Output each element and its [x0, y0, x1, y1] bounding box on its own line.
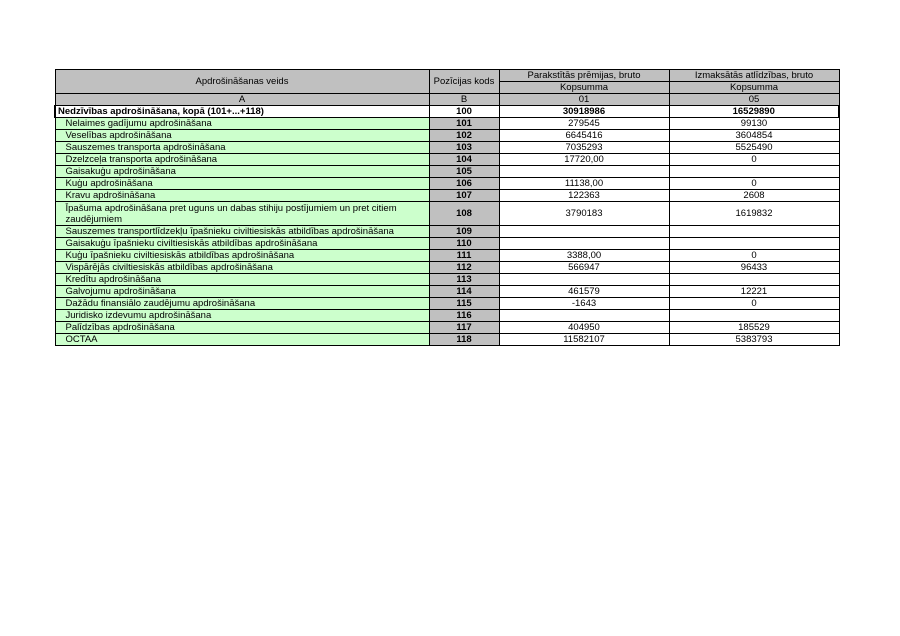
- row-name: Juridisko izdevumu apdrošināšana: [55, 310, 429, 322]
- row-name: Gaisakuģu īpašnieku civiltiesiskās atbildības apdrošināšana: [55, 238, 429, 250]
- row-premiums: 11582107: [499, 334, 669, 346]
- table-row: [55, 250, 839, 262]
- table-row: [55, 178, 839, 190]
- row-name: Vispārējās civiltiesiskās atbildības apdrošināšana: [55, 262, 429, 274]
- row-premiums: 404950: [499, 322, 669, 334]
- row-code: 109: [429, 226, 499, 238]
- row-claims: [669, 226, 839, 238]
- row-name: Veselības apdrošināšana: [55, 130, 429, 142]
- total-code: 100: [429, 106, 499, 118]
- row-claims: [669, 310, 839, 322]
- total-premiums: 30918986: [499, 106, 669, 118]
- row-premiums: [499, 226, 669, 238]
- row-claims: 99130: [669, 118, 839, 130]
- table-row: [55, 286, 839, 298]
- row-code: 113: [429, 274, 499, 286]
- row-name: Galvojumu apdrošināšana: [55, 286, 429, 298]
- row-code: 104: [429, 154, 499, 166]
- row-premiums: 6645416: [499, 130, 669, 142]
- index-a: A: [55, 94, 429, 106]
- row-claims: 2608: [669, 190, 839, 202]
- table-row: [55, 262, 839, 274]
- header-insurance-type: Apdrošināšanas veids: [55, 70, 429, 94]
- row-code: 102: [429, 130, 499, 142]
- column-index-row: [55, 94, 839, 106]
- row-code: 115: [429, 298, 499, 310]
- row-premiums: 11138,00: [499, 178, 669, 190]
- row-name: Kredītu apdrošināšana: [55, 274, 429, 286]
- header-premiums: Parakstītās prēmijas, bruto: [499, 70, 669, 82]
- row-premiums: [499, 310, 669, 322]
- subheader-claims: Kopsumma: [669, 82, 839, 94]
- row-code: 118: [429, 334, 499, 346]
- row-code: 116: [429, 310, 499, 322]
- table-row: [55, 154, 839, 166]
- row-name: Nelaimes gadījumu apdrošināšana: [55, 118, 429, 130]
- row-claims: 3604854: [669, 130, 839, 142]
- row-claims: 0: [669, 298, 839, 310]
- table-row: [55, 226, 839, 238]
- row-premiums: -1643: [499, 298, 669, 310]
- row-code: 111: [429, 250, 499, 262]
- row-name: Palīdzības apdrošināšana: [55, 322, 429, 334]
- table-row: [55, 190, 839, 202]
- row-premiums: [499, 166, 669, 178]
- row-claims: 0: [669, 178, 839, 190]
- row-premiums: [499, 238, 669, 250]
- row-name: Dzelzceļa transporta apdrošināšana: [55, 154, 429, 166]
- row-claims: 1619832: [669, 202, 839, 226]
- row-premiums: 566947: [499, 262, 669, 274]
- total-claims: 16529890: [669, 106, 839, 118]
- table-row: [55, 118, 839, 130]
- row-code: 106: [429, 178, 499, 190]
- row-code: 114: [429, 286, 499, 298]
- table-row: [55, 298, 839, 310]
- table-row: [55, 238, 839, 250]
- table-row: [55, 166, 839, 178]
- row-name: Kuģu apdrošināšana: [55, 178, 429, 190]
- row-premiums: 17720,00: [499, 154, 669, 166]
- row-claims: 5525490: [669, 142, 839, 154]
- row-premiums: 7035293: [499, 142, 669, 154]
- row-name: Dažādu finansiālo zaudējumu apdrošināšana: [55, 298, 429, 310]
- table-row: [55, 322, 839, 334]
- row-name: Kravu apdrošināšana: [55, 190, 429, 202]
- index-b: B: [429, 94, 499, 106]
- table-row: [55, 274, 839, 286]
- row-premiums: 279545: [499, 118, 669, 130]
- table-row: [55, 334, 839, 346]
- row-premiums: 3388,00: [499, 250, 669, 262]
- row-name: Kuģu īpašnieku civiltiesiskās atbildības apdrošināšana: [55, 250, 429, 262]
- row-code: 110: [429, 238, 499, 250]
- row-claims: [669, 166, 839, 178]
- row-code: 117: [429, 322, 499, 334]
- header-claims: Izmaksātās atlīdzības, bruto: [669, 70, 839, 82]
- row-claims: 96433: [669, 262, 839, 274]
- total-name: Nedzīvības apdrošināšana, kopā (101+...+118): [55, 106, 429, 118]
- insurance-report-table: [54, 69, 840, 346]
- row-claims: 0: [669, 250, 839, 262]
- table-row: [55, 310, 839, 322]
- row-claims: 5383793: [669, 334, 839, 346]
- table-row: [55, 142, 839, 154]
- total-row: [55, 106, 839, 118]
- header-position-code: Pozīcijas kods: [429, 70, 499, 94]
- index-premiums: 01: [499, 94, 669, 106]
- row-premiums: 122363: [499, 190, 669, 202]
- row-name: Īpašuma apdrošināšana pret uguns un dabas stihiju postījumiem un pret citiem zaudējumiem: [55, 202, 429, 226]
- row-code: 105: [429, 166, 499, 178]
- row-name: Sauszemes transportlīdzekļu īpašnieku civiltiesiskās atbildības apdrošināšana: [55, 226, 429, 238]
- index-claims: 05: [669, 94, 839, 106]
- row-name: Sauszemes transporta apdrošināšana: [55, 142, 429, 154]
- header-row: [55, 70, 839, 82]
- row-claims: 12221: [669, 286, 839, 298]
- row-code: 103: [429, 142, 499, 154]
- row-premiums: 3790183: [499, 202, 669, 226]
- row-code: 108: [429, 202, 499, 226]
- row-premiums: [499, 274, 669, 286]
- subheader-premiums: Kopsumma: [499, 82, 669, 94]
- row-code: 112: [429, 262, 499, 274]
- row-claims: 185529: [669, 322, 839, 334]
- row-premiums: 461579: [499, 286, 669, 298]
- row-claims: [669, 238, 839, 250]
- row-claims: 0: [669, 154, 839, 166]
- row-name: OCTAA: [55, 334, 429, 346]
- table-row: [55, 130, 839, 142]
- row-claims: [669, 274, 839, 286]
- row-code: 107: [429, 190, 499, 202]
- row-code: 101: [429, 118, 499, 130]
- row-name: Gaisakuģu apdrošināšana: [55, 166, 429, 178]
- table-row: [55, 202, 839, 226]
